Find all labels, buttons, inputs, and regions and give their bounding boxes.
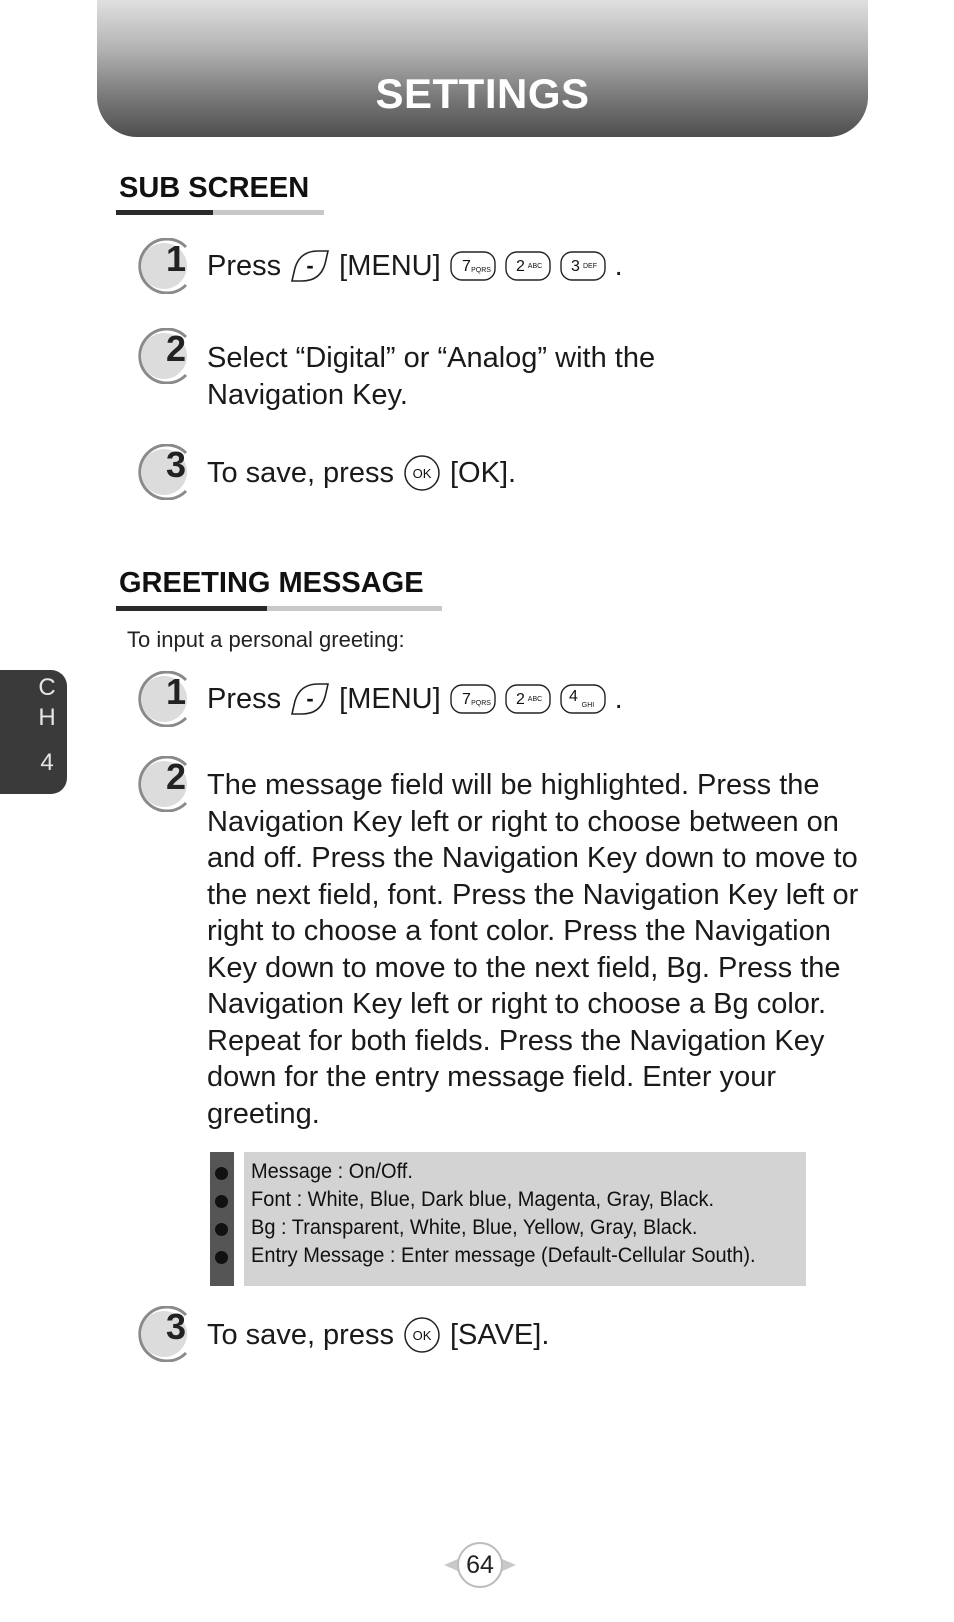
svg-text:3: 3 — [570, 258, 580, 275]
greeting-intro: To input a personal greeting: — [127, 627, 405, 652]
key-4-icon — [560, 684, 606, 714]
page-number: 64 — [442, 1540, 518, 1590]
greeting-options-box — [210, 1152, 806, 1286]
svg-text:GHI: GHI — [581, 702, 594, 709]
svg-text:ABC: ABC — [527, 263, 542, 270]
svg-text:2: 2 — [515, 258, 525, 275]
svg-text:DEF: DEF — [582, 263, 597, 270]
step-number: 2 — [136, 756, 192, 812]
list-item: Font : White, Blue, Dark blue, Magenta, Gray, Black. — [251, 1187, 715, 1211]
list-item: Message : On/Off. — [251, 1159, 413, 1183]
greeting-step-2: The message field will be highlighted. Press the Navigation Key left or right to choose between on and off. Press the Navigation Key down to move to the next field, font. Press the Navigation Key left or right to choose a font color. Press the Navigation Key down to move to the next field, Bg. Press the Navigation Key left or right to choose a Bg color. Repeat for both fields. Press the Navigation Key down for the entry message field. Enter your greeting. — [207, 769, 859, 1130]
svg-text:-: - — [306, 686, 314, 711]
key-3-icon — [560, 251, 606, 281]
svg-text:OK: OK — [412, 1328, 432, 1343]
ok-key-icon — [403, 454, 441, 492]
step-number: 3 — [136, 444, 192, 500]
step-number: 3 — [136, 1306, 192, 1362]
section-title-sub-screen: SUB SCREEN — [119, 172, 310, 204]
soft-key-icon — [290, 681, 330, 717]
list-item: Bg : Transparent, White, Blue, Yellow, Gray, Black. — [251, 1215, 698, 1239]
svg-text:-: - — [306, 253, 314, 278]
chapter-tab-number: 4 — [40, 749, 54, 776]
page-title: SETTINGS — [375, 70, 590, 117]
menu-label: [MENU] — [339, 249, 441, 282]
step-number: 1 — [136, 671, 192, 727]
sub-step-3: To save, press OK [OK]. — [207, 453, 516, 493]
info-bar — [210, 1152, 234, 1286]
section-underline — [116, 210, 324, 215]
svg-text:PQRS: PQRS — [470, 700, 491, 707]
menu-label: [MENU] — [339, 682, 441, 715]
key-7-icon — [450, 251, 496, 281]
sub-step-2: Select “Digital” or “Analog” with the Navigation Key. — [207, 342, 656, 411]
svg-text:2: 2 — [515, 691, 525, 708]
list-item: Entry Message : Enter message (Default-Cellular South). — [251, 1243, 756, 1267]
section-underline — [116, 606, 442, 611]
svg-text:7: 7 — [461, 258, 471, 275]
section-title-greeting-message: GREETING MESSAGE — [119, 567, 424, 599]
svg-text:7: 7 — [461, 691, 471, 708]
step-number: 1 — [136, 238, 192, 294]
svg-text:ABC: ABC — [527, 696, 542, 703]
key-2-icon — [505, 251, 551, 281]
key-7-icon — [450, 684, 496, 714]
ok-key-icon — [403, 1316, 441, 1354]
chapter-tab-c: C — [38, 674, 56, 701]
greeting-step-1: Press - [MENU] 7 PQRS 2 ABC 4 GHI . — [207, 679, 623, 719]
greeting-step-3: To save, press OK [SAVE]. — [207, 1315, 549, 1355]
soft-key-icon — [290, 248, 330, 284]
svg-text:PQRS: PQRS — [470, 267, 491, 274]
svg-text:4: 4 — [568, 688, 578, 705]
svg-text:OK: OK — [412, 466, 432, 481]
chapter-tab-h: H — [38, 704, 56, 731]
key-2-icon — [505, 684, 551, 714]
sub-step-1: Press - [MENU] 7 PQRS 2 ABC 3 DEF . — [207, 246, 623, 286]
step-text: Press — [207, 249, 282, 282]
chapter-tab — [0, 670, 67, 794]
step-number: 2 — [136, 328, 192, 384]
header-banner — [97, 0, 868, 137]
